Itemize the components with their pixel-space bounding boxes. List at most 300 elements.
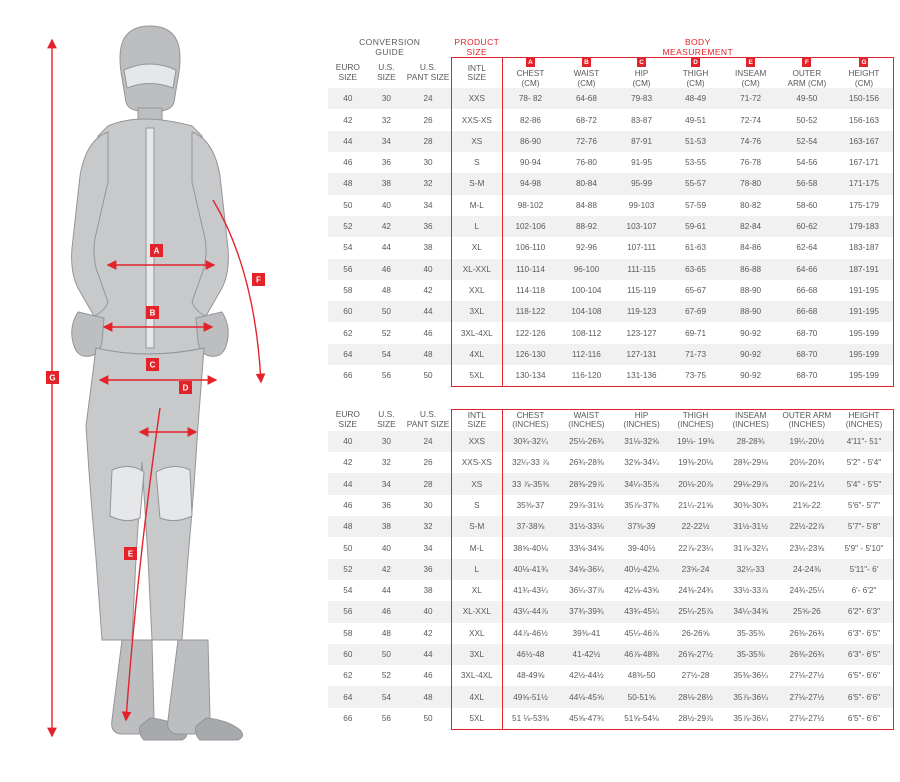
cell-chest: 48-49⅝ <box>502 665 558 686</box>
cell-waist: 41-42½ <box>572 650 601 659</box>
cell-waist: 92-96 <box>575 243 597 253</box>
cell-arm: 68-70 <box>796 349 818 359</box>
cell-pant: 40 <box>423 607 433 617</box>
cell-intl-size: XL-XXL <box>451 601 502 622</box>
cell-thigh: 53-55 <box>685 158 707 168</box>
cell-us: 36 <box>381 158 391 168</box>
cell-waist: 84-88 <box>575 200 597 210</box>
cell-waist: 28⅜-29⅞ <box>569 479 604 489</box>
cell-arm: 27⅛-27½ <box>789 671 825 681</box>
cell-us: 30 <box>381 437 391 447</box>
cell-chest: 46½-48 <box>502 644 558 665</box>
cell-pant: 34 <box>423 543 433 553</box>
cell-pant: 26 <box>423 115 433 125</box>
cell-chest: 43¼-44⅞ <box>502 601 558 622</box>
cell-chest: 126-130 <box>502 344 558 365</box>
cell-thigh: 22-22½ <box>681 522 710 532</box>
cell-thigh: 73-75 <box>669 365 723 387</box>
cell-waist: 31½-33⅛ <box>569 522 604 532</box>
cell-hip: 111-115 <box>627 264 656 274</box>
cell-intl-size: M-L <box>451 195 502 216</box>
cell-hip: 42⅛-43⅝ <box>624 586 659 596</box>
cell-height: 6'3"- 6'5" <box>835 623 894 644</box>
cell-arm: 64-66 <box>796 264 818 274</box>
cell-euro: 40 <box>343 94 353 104</box>
cell-us: 34 <box>381 479 391 489</box>
cell-inseam: 35⅞-36¼ <box>723 708 779 730</box>
cell-chest: 106-110 <box>502 237 558 258</box>
cell-inseam: 78-80 <box>740 179 762 189</box>
size-chart <box>328 36 894 730</box>
cell-height: 183-187 <box>835 237 894 258</box>
cell-thigh: 48-49 <box>685 94 707 104</box>
cell-euro: 66 <box>343 714 353 724</box>
cell-arm: 20⅛-20¾ <box>789 458 825 468</box>
intl-size-header: INTL SIZE <box>451 409 502 431</box>
meas-col-header-4: INSEAM (INCHES) <box>723 409 779 431</box>
cell-thigh: 22⅞-23¼ <box>678 543 713 553</box>
table-row <box>328 322 894 343</box>
cell-intl-size: 3XL <box>451 644 502 665</box>
meas-col-header-1: WAIST (INCHES) <box>558 409 614 431</box>
cell-intl-size: 5XL <box>451 365 502 387</box>
cell-us: 32 <box>381 115 391 125</box>
cell-hip: 31⅛-32⅝ <box>624 437 659 447</box>
cell-thigh: 49-51 <box>685 115 707 125</box>
cell-intl-size: S-M <box>451 173 502 194</box>
cell-intl-size: XL-XXL <box>451 259 502 280</box>
cell-hip: 35⅞-37⅜ <box>624 500 659 510</box>
cell-us: 48 <box>381 628 391 638</box>
cell-us: 52 <box>381 328 391 338</box>
cell-euro: 54 <box>343 243 353 253</box>
cell-pant: 46 <box>423 328 433 338</box>
cell-hip: 34¼-35⅞ <box>624 479 659 489</box>
cell-euro: 46 <box>343 158 353 168</box>
cell-euro: 58 <box>343 628 353 638</box>
cell-arm: 58-60 <box>796 200 818 210</box>
meas-col-header-F: F OUTER ARM (CM) <box>779 58 835 88</box>
cell-euro: 50 <box>343 543 353 553</box>
cell-hip: 99-103 <box>628 200 655 210</box>
cell-euro: 66 <box>343 371 353 381</box>
cell-chest: 98-102 <box>502 195 558 216</box>
cell-waist: 116-120 <box>558 365 614 387</box>
cell-hip: 32⅝-34¼ <box>624 458 659 468</box>
meas-col-header-D: D THIGH (CM) <box>669 58 723 88</box>
cell-intl-size: 3XL-4XL <box>451 665 502 686</box>
cell-pant: 32 <box>423 522 433 532</box>
table-row <box>328 88 894 109</box>
cell-intl-size: XXS-XS <box>451 452 502 473</box>
cell-arm: 68-70 <box>779 365 835 387</box>
meas-col-header-3: THIGH (INCHES) <box>669 409 723 431</box>
cell-thigh: 27½-28 <box>681 671 710 681</box>
cell-inseam: 35-35⅜ <box>736 628 765 638</box>
cell-intl-size: XL <box>451 237 502 258</box>
table-row <box>328 173 894 194</box>
conv-col-header-0: EURO SIZE <box>335 62 360 82</box>
cell-height: 163-167 <box>835 131 894 152</box>
cell-chest: 86-90 <box>502 131 558 152</box>
cell-us: 46 <box>381 607 391 617</box>
table-row <box>328 559 894 580</box>
cell-height: 6'5"- 6'6" <box>835 665 894 686</box>
cell-arm: 60-62 <box>796 222 818 232</box>
cell-thigh: 59-61 <box>685 222 707 232</box>
cell-intl-size: M-L <box>451 537 502 558</box>
cell-inseam: 80-82 <box>740 200 762 210</box>
cell-intl-size: XXS <box>451 431 502 452</box>
cell-euro: 60 <box>343 650 353 659</box>
cell-height: 5'4" - 5'5" <box>835 473 894 494</box>
cell-us: 48 <box>381 285 391 295</box>
cell-waist: 100-104 <box>571 285 602 295</box>
cell-us: 50 <box>381 307 391 317</box>
cell-height: 191-195 <box>835 301 894 322</box>
cell-hip: 127-131 <box>626 349 657 359</box>
cell-inseam: 32¼-33 <box>736 564 765 574</box>
meas-col-header-E: E INSEAM (CM) <box>723 58 779 88</box>
cell-hip: 91-95 <box>631 158 653 168</box>
cell-hip: 39-40½ <box>627 543 656 553</box>
cell-chest: 110-114 <box>502 259 558 280</box>
cell-chest: 38⅝-40⅛ <box>502 537 558 558</box>
cell-hip: 46⅞-48⅜ <box>624 650 659 659</box>
cell-chest: 40⅛-41¾ <box>502 559 558 580</box>
cell-intl-size: 3XL <box>451 301 502 322</box>
cell-chest: 78- 82 <box>502 88 558 109</box>
table-row <box>328 473 894 494</box>
cell-chest: 102-106 <box>502 216 558 237</box>
table-row <box>328 601 894 622</box>
cell-inseam: 30⅜-30¾ <box>733 500 768 510</box>
cell-arm: 54-56 <box>796 158 818 168</box>
cell-inseam: 28¾-29⅛ <box>733 458 768 468</box>
cell-inseam: 35⅜-36¼ <box>733 671 768 681</box>
cell-hip: 119-123 <box>626 307 657 317</box>
conv-col-header-0: EURO SIZE <box>335 409 360 429</box>
cell-intl-size: 4XL <box>451 344 502 365</box>
cell-waist: 39⅜-41 <box>572 628 601 638</box>
cell-pant: 32 <box>423 179 433 189</box>
cell-chest: 90-94 <box>502 152 558 173</box>
cell-arm: 19¼-20½ <box>789 437 825 447</box>
cell-euro: 46 <box>343 500 353 510</box>
cell-pant: 24 <box>423 94 433 104</box>
cell-chest: 44⅞-46½ <box>502 623 558 644</box>
cell-arm: 25⅝-26 <box>792 607 821 617</box>
cell-euro: 60 <box>343 307 353 317</box>
cell-pant: 42 <box>423 628 433 638</box>
cell-us: 44 <box>381 243 391 253</box>
cell-hip: 45¼-46⅞ <box>624 628 659 638</box>
cell-height: 191-195 <box>835 280 894 301</box>
cell-hip: 123-127 <box>626 328 657 338</box>
cell-waist: 34⅝-36¼ <box>569 564 604 574</box>
cell-us: 40 <box>381 543 391 553</box>
cell-us: 40 <box>381 200 391 210</box>
cell-waist: 88-92 <box>575 222 597 232</box>
table-row <box>328 131 894 152</box>
cell-chest: 51 ⅛-53⅜ <box>502 708 558 730</box>
svg-text:C: C <box>149 360 156 370</box>
cell-pant: 24 <box>423 437 433 447</box>
cell-pant: 30 <box>423 500 433 510</box>
cell-waist: 80-84 <box>575 179 597 189</box>
cell-chest: 32¼-33 ⅞ <box>502 452 558 473</box>
cell-us: 56 <box>381 371 391 381</box>
table-row <box>328 452 894 473</box>
cell-pant: 28 <box>423 479 433 489</box>
cell-us: 36 <box>381 500 391 510</box>
cell-thigh: 51-53 <box>685 136 707 146</box>
cell-inseam: 34¼-34⅝ <box>733 607 768 617</box>
cell-arm: 50-52 <box>796 115 818 125</box>
cell-euro: 52 <box>343 564 353 574</box>
meas-col-header-C: C HIP (CM) <box>615 58 669 88</box>
cell-arm: 20⅞-21¼ <box>789 479 825 489</box>
measurement-figure <box>0 0 330 782</box>
cell-euro: 62 <box>343 671 353 681</box>
cell-hip: 83-87 <box>631 115 653 125</box>
cell-euro: 56 <box>343 607 353 617</box>
cell-thigh: 61-63 <box>685 243 707 253</box>
cell-waist: 42½-44½ <box>569 671 604 681</box>
cell-arm: 23¼-23⅝ <box>789 543 825 553</box>
cell-arm: 66-68 <box>796 307 818 317</box>
cell-height: 5'2" - 5'4" <box>835 452 894 473</box>
cell-inseam: 29⅛-29⅞ <box>733 479 768 489</box>
cell-euro: 44 <box>343 136 353 146</box>
cell-height: 175-179 <box>835 195 894 216</box>
cell-inseam: 71-72 <box>740 94 762 104</box>
cell-intl-size: L <box>451 559 502 580</box>
table-row <box>328 686 894 707</box>
meas-col-header-G: G HEIGHT (CM) <box>835 58 894 88</box>
cell-hip: 103-107 <box>626 222 657 232</box>
cell-hip: 87-91 <box>631 136 653 146</box>
cell-inseam: 31½-31½ <box>733 522 768 532</box>
cell-inseam: 84-86 <box>740 243 762 253</box>
cell-height: 6'- 6'2" <box>835 580 894 601</box>
table-row <box>328 580 894 601</box>
cell-chest: 122-126 <box>502 322 558 343</box>
svg-text:G: G <box>49 373 56 383</box>
cell-chest: 82-86 <box>502 109 558 130</box>
cell-inseam: 90-92 <box>740 349 762 359</box>
cell-euro: 52 <box>343 222 353 232</box>
cell-intl-size: S-M <box>451 516 502 537</box>
cell-thigh: 24⅜-24¾ <box>678 586 713 596</box>
conversion-guide-title: CONVERSION GUIDE <box>359 36 421 57</box>
cell-thigh: 65-67 <box>685 285 707 295</box>
intl-size-header: INTL SIZE <box>451 58 502 88</box>
cell-pant: 50 <box>423 371 433 381</box>
cell-intl-size: L <box>451 216 502 237</box>
table-row <box>328 431 894 452</box>
cell-height: 171-175 <box>835 173 894 194</box>
cell-hip: 48⅜-50 <box>627 671 656 681</box>
cell-waist: 29⅞-31½ <box>569 500 604 510</box>
cell-thigh: 28½-29⅞ <box>669 708 723 730</box>
table-row <box>328 644 894 665</box>
cell-waist: 96-100 <box>573 264 600 274</box>
cell-inseam: 35-35⅜ <box>736 650 765 659</box>
cell-chest: 35⅜-37 <box>502 495 558 516</box>
cell-intl-size: XXS-XS <box>451 109 502 130</box>
cell-pant: 28 <box>423 136 433 146</box>
cell-pant: 44 <box>423 650 433 659</box>
cell-thigh: 57-59 <box>685 200 707 210</box>
cell-inseam: 90-92 <box>740 328 762 338</box>
cell-us: 54 <box>381 349 391 359</box>
meas-col-header-5: OUTER ARM (INCHES) <box>779 409 835 431</box>
table-row <box>328 537 894 558</box>
cell-thigh: 20⅛-20⅞ <box>678 479 713 489</box>
cell-hip: 50-51⅝ <box>627 692 656 702</box>
cell-us: 30 <box>381 94 391 104</box>
cell-hip: 95-99 <box>631 179 653 189</box>
cell-pant: 48 <box>423 692 433 702</box>
cell-arm: 24-24⅜ <box>792 564 821 574</box>
cell-us: 32 <box>381 458 391 468</box>
table-row <box>328 623 894 644</box>
cell-waist: 104-108 <box>571 307 602 317</box>
cell-height: 195-199 <box>835 344 894 365</box>
svg-text:B: B <box>149 308 156 318</box>
conv-col-header-1: U.S. SIZE <box>377 409 396 429</box>
cell-waist: 37¾-39¾ <box>569 607 604 617</box>
cell-inseam: 86-88 <box>740 264 762 274</box>
cell-arm: 27⅛-27½ <box>789 692 825 702</box>
cell-hip: 51⅝-54⅛ <box>615 708 669 730</box>
cell-euro: 48 <box>343 522 353 532</box>
cell-waist: 45⅝-47¾ <box>558 708 614 730</box>
cell-arm: 52-54 <box>796 136 818 146</box>
cell-thigh: 55-57 <box>685 179 707 189</box>
cell-thigh: 26-26⅝ <box>681 628 710 638</box>
cell-pant: 50 <box>423 714 433 724</box>
cell-hip: 79-83 <box>631 94 653 104</box>
cell-intl-size: 5XL <box>451 708 502 730</box>
cell-hip: 40½-42⅛ <box>624 564 659 574</box>
cell-intl-size: S <box>451 152 502 173</box>
cell-inseam: 82-84 <box>740 222 762 232</box>
conv-col-header-2: U.S. PANT SIZE <box>406 409 450 429</box>
meas-col-header-0: CHEST (INCHES) <box>502 409 558 431</box>
meas-col-header-B: B WAIST (CM) <box>558 58 614 88</box>
cell-pant: 42 <box>423 285 433 295</box>
cell-arm: 21⅝-22 <box>792 500 821 510</box>
table-row <box>328 195 894 216</box>
cell-chest: 114-118 <box>502 280 558 301</box>
cell-arm: 56-58 <box>796 179 818 189</box>
cell-height: 5'7"- 5'8" <box>835 516 894 537</box>
cell-us: 50 <box>381 650 391 659</box>
cell-euro: 40 <box>343 437 353 447</box>
cell-height: 187-191 <box>835 259 894 280</box>
cell-pant: 38 <box>423 586 433 596</box>
cell-height: 179-183 <box>835 216 894 237</box>
cell-height: 195-199 <box>835 322 894 343</box>
cell-chest: 130-134 <box>502 365 558 387</box>
cell-inseam: 33½-33⅞ <box>733 586 768 596</box>
cell-pant: 30 <box>423 158 433 168</box>
cell-chest: 94-98 <box>502 173 558 194</box>
cell-euro: 44 <box>343 479 353 489</box>
cell-hip: 115-119 <box>627 285 656 295</box>
svg-text:E: E <box>127 549 134 559</box>
cell-intl-size: 3XL-4XL <box>451 322 502 343</box>
cell-thigh: 26⅝-27½ <box>678 650 713 659</box>
cell-inseam: 90-92 <box>723 365 779 387</box>
cell-height: 167-171 <box>835 152 894 173</box>
cell-height: 6'3"- 6'5" <box>835 644 894 665</box>
table-row <box>328 665 894 686</box>
cell-height: 5'6"- 5'7" <box>835 495 894 516</box>
cell-pant: 40 <box>423 264 433 274</box>
cell-height: 5'11"- 6' <box>835 559 894 580</box>
cell-chest: 41¾-43¼ <box>502 580 558 601</box>
cell-thigh: 25¼-25⅞ <box>678 607 713 617</box>
cell-thigh: 67-69 <box>685 307 707 317</box>
meas-col-header-A: A CHEST (CM) <box>502 58 558 88</box>
table-row <box>328 259 894 280</box>
table-row <box>328 280 894 301</box>
cell-us: 38 <box>381 179 391 189</box>
svg-text:A: A <box>153 246 160 256</box>
table-row <box>328 708 894 730</box>
cell-waist: 64-68 <box>575 94 597 104</box>
cell-waist: 76-80 <box>575 158 597 168</box>
cell-euro: 56 <box>343 264 353 274</box>
cell-thigh: 21¼-21⅝ <box>678 500 713 510</box>
cell-waist: 68-72 <box>575 115 597 125</box>
cell-hip: 37⅜-39 <box>627 522 656 532</box>
cell-arm: 22½-22⅞ <box>789 522 825 532</box>
cell-pant: 48 <box>423 349 433 359</box>
meas-col-header-6: HEIGHT (INCHES) <box>835 409 894 431</box>
cell-pant: 26 <box>423 458 433 468</box>
cell-arm: 68-70 <box>796 328 818 338</box>
cell-waist: 25⅛-26¾ <box>569 437 604 447</box>
cell-inseam: 88-90 <box>740 285 762 295</box>
table-row <box>328 109 894 130</box>
cell-inseam: 76-78 <box>740 158 762 168</box>
cell-waist: 112-116 <box>572 349 601 359</box>
cell-height: 4'11"- 51" <box>835 431 894 452</box>
table-row <box>328 237 894 258</box>
table-row <box>328 216 894 237</box>
cell-thigh: 23⅝-24 <box>681 564 710 574</box>
table-row <box>328 301 894 322</box>
cell-hip: 43¾-45¼ <box>624 607 659 617</box>
cell-arm: 26⅜-26¾ <box>789 628 825 638</box>
cell-pant: 34 <box>423 200 433 210</box>
cell-height: 195-199 <box>835 365 894 387</box>
cell-inseam: 31⅞-32¼ <box>733 543 768 553</box>
body-measurement-title: BODY MEASUREMENT <box>662 36 734 57</box>
conv-col-header-1: U.S. SIZE <box>377 62 396 82</box>
cell-euro: 64 <box>343 349 353 359</box>
cell-euro: 58 <box>343 285 353 295</box>
cell-arm: 24¾-25¼ <box>789 586 825 596</box>
cell-thigh: 19⅜-20⅛ <box>678 458 713 468</box>
cell-waist: 33⅛-34⅝ <box>569 543 604 553</box>
meas-col-header-2: HIP (INCHES) <box>615 409 669 431</box>
cell-euro: 54 <box>343 586 353 596</box>
